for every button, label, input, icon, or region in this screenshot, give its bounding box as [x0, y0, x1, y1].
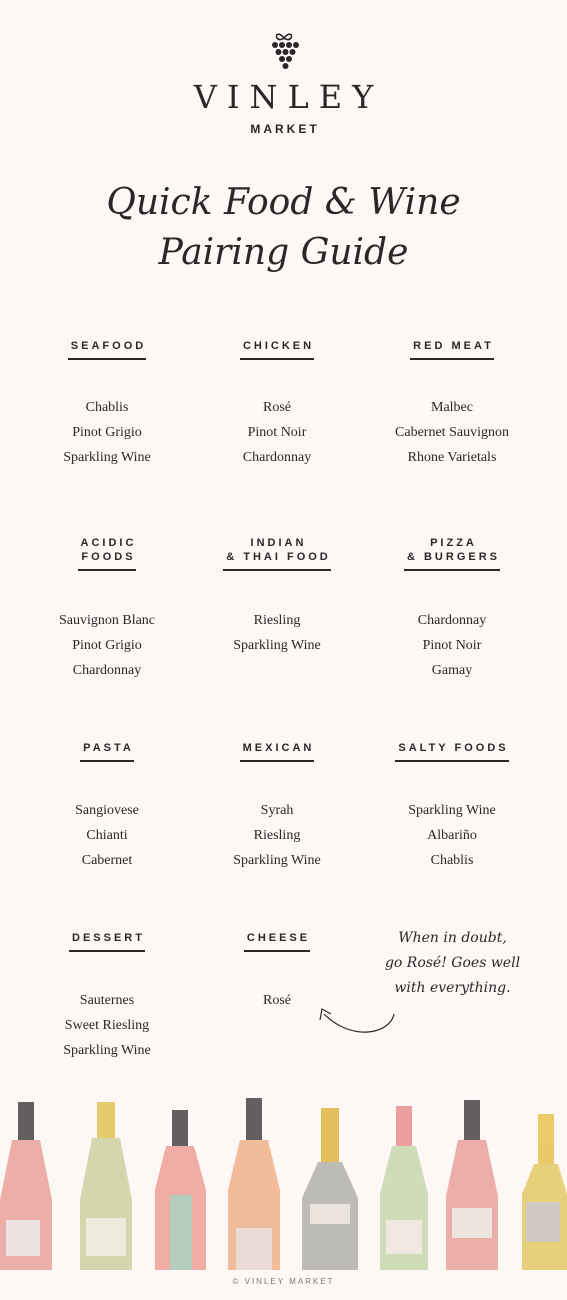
wine-item: Sangiovese: [75, 803, 139, 818]
wine-item: Rhone Varietals: [407, 450, 497, 465]
category-title: CHEESE: [244, 931, 310, 952]
wine-item: Chardonnay: [72, 663, 142, 678]
wine-list: [377, 798, 527, 873]
note-line-1: When in doubt,: [398, 930, 507, 946]
brand-name: VINLEY: [193, 78, 384, 116]
pairing-acidic-foods: [32, 536, 182, 678]
wine-item: Pinot Grigio: [72, 425, 142, 440]
category-title: DESSERT: [69, 931, 145, 952]
category-title: SEAFOOD: [68, 339, 146, 360]
wine-item: Syrah: [260, 803, 294, 818]
category-title: PASTA: [80, 741, 134, 762]
wine-item: Cabernet: [81, 853, 133, 868]
wine-item: Sparkling Wine: [233, 638, 321, 653]
wine-list: [377, 395, 527, 470]
category-title: ACIDIC FOODS: [78, 536, 137, 571]
wine-item: Gamay: [431, 663, 473, 678]
pairing-cheese: [202, 928, 352, 1008]
category-title: CHICKEN: [240, 339, 314, 360]
wine-list: [32, 608, 182, 683]
grape-cluster-icon: [263, 30, 305, 72]
wine-list: [202, 395, 352, 470]
wine-item: Sparkling Wine: [233, 853, 321, 868]
wine-item: Chardonnay: [242, 450, 312, 465]
pairing-dessert: [32, 928, 182, 1058]
category-title: RED MEAT: [410, 339, 494, 360]
wine-item: Rosé: [263, 993, 291, 1008]
wine-bottles-illustration: [0, 1090, 567, 1270]
wine-item: Pinot Noir: [422, 638, 482, 653]
pairing-pasta: [32, 738, 182, 868]
pairing-red-meat: [377, 336, 527, 465]
wine-item: Chablis: [430, 853, 474, 868]
category-title: INDIAN & THAI FOOD: [223, 536, 331, 571]
wine-list: [202, 608, 352, 658]
wine-item: Cabernet Sauvignon: [395, 425, 509, 440]
wine-item: Chablis: [85, 400, 129, 415]
guide-title-line-2: Pairing Guide: [158, 232, 409, 273]
wine-list: [377, 608, 527, 683]
pairing-seafood: [32, 336, 182, 465]
rose-tip-note: [360, 926, 545, 1001]
wine-item: Sauvignon Blanc: [58, 613, 156, 628]
wine-list: [202, 798, 352, 873]
category-title: PIZZA & BURGERS: [404, 536, 500, 571]
curved-arrow-icon: [312, 1000, 402, 1042]
wine-item: Riesling: [253, 828, 301, 843]
wine-item: Chianti: [86, 828, 128, 843]
pairing-indian-thai-food: [202, 536, 352, 653]
wine-list: [32, 395, 182, 470]
wine-item: Sparkling Wine: [63, 450, 151, 465]
pairing-salty-foods: [377, 738, 527, 868]
wine-list: [32, 988, 182, 1063]
wine-item: Sparkling Wine: [63, 1043, 151, 1058]
guide-title-line-1: Quick Food & Wine: [106, 182, 461, 223]
pairing-chicken: [202, 336, 352, 465]
pairing-pizza-burgers: [377, 536, 527, 678]
wine-list: [32, 798, 182, 873]
category-title: MEXICAN: [240, 741, 315, 762]
note-line-2: go Rosé! Goes well: [384, 955, 521, 971]
wine-item: Sweet Riesling: [64, 1018, 150, 1033]
category-title: SALTY FOODS: [395, 741, 508, 762]
pairing-mexican: [202, 738, 352, 868]
wine-item: Sauternes: [79, 993, 135, 1008]
wine-item: Malbec: [431, 400, 473, 415]
wine-item: Pinot Grigio: [72, 638, 142, 653]
brand-subtitle: MARKET: [250, 122, 320, 136]
note-line-3: with everything.: [394, 980, 511, 996]
footer-copyright: © VINLEY MARKET: [232, 1277, 335, 1286]
wine-item: Chardonnay: [417, 613, 487, 628]
wine-item: Sparkling Wine: [408, 803, 496, 818]
wine-item: Rosé: [263, 400, 291, 415]
wine-item: Pinot Noir: [247, 425, 307, 440]
wine-item: Albariño: [427, 828, 477, 843]
wine-item: Riesling: [253, 613, 301, 628]
